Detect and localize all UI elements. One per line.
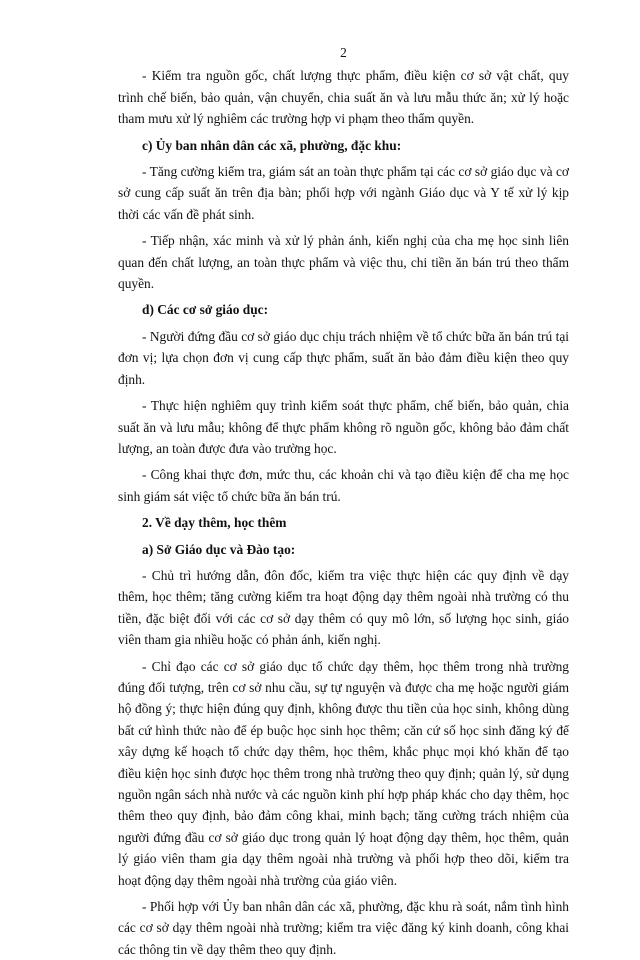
paragraph: - Công khai thực đơn, mức thu, các khoản chi và tạo điều kiện để cha mẹ học sinh giám sát việc tổ chức bữa ăn bán trú. [118,467,569,504]
section-heading: c) Ủy ban nhân dân các xã, phường, đặc khu: [142,137,402,153]
paragraph: - Thực hiện nghiêm quy trình kiểm soát thực phẩm, chế biến, bảo quản, chia suất ăn và lưu mẫu; không để thực phẩm không rõ nguồn gốc, không bảo đảm chất lượng, an toàn được đưa vào trường học. [118,398,569,456]
section-heading: 2. Về dạy thêm, học thêm [142,515,287,531]
page-number: 2 [340,45,347,60]
paragraph: - Tiếp nhận, xác minh và xử lý phản ánh, kiến nghị của cha mẹ học sinh liên quan đến chất lượng, an toàn thực phẩm và việc thu, chi tiền ăn bán trú theo thẩm quyền. [118,233,569,292]
section-heading: d) Các cơ sở giáo dục: [142,302,269,318]
paragraph: - Tăng cường kiểm tra, giám sát an toàn thực phẩm tại các cơ sở giáo dục và cơ sở cung cấp suất ăn trên địa bàn; phối hợp với ngành Giáo dục và Y tế xử lý kịp thời các vấn đề phát sinh. [118,164,569,222]
paragraph: - Chủ trì hướng dẫn, đôn đốc, kiểm tra việc thực hiện các quy định về dạy thêm, học thêm; tăng cường kiểm tra hoạt động dạy thêm ngoài nhà trường có thu tiền, đặc biệt đối với các cơ sở dạy thêm có quy mô lớn, số lượng học sinh, giáo viên tham gia nhiều hoặc có phản ánh, kiến nghị. [118,567,569,648]
document-body [118,65,569,960]
paragraph: - Người đứng đầu cơ sở giáo dục chịu trách nhiệm về tổ chức bữa ăn bán trú tại đơn vị; lựa chọn đơn vị cung cấp thực phẩm, suất ăn bảo đảm điều kiện theo quy định. [118,328,569,387]
paragraph: - Kiểm tra nguồn gốc, chất lượng thực phẩm, điều kiện cơ sở vật chất, quy trình chế biến, bảo quản, vận chuyển, chia suất ăn và lưu mẫu thức ăn; xử lý hoặc tham mưu xử lý nghiêm các trường hợp vi phạm theo thẩm quyền. [118,68,569,127]
paragraph: - Chỉ đạo các cơ sở giáo dục tổ chức dạy thêm, học thêm trong nhà trường đúng đối tượng, trên cơ sở nhu cầu, sự tự nguyện và được cha mẹ hoặc người giám hộ đồng ý; thực hiện đúng quy định, không được thu tiền của học sinh, không dùng bất cứ hình thức nào để ép buộc học sinh học thêm; căn cứ số học sinh đăng ký để xây dựng kế hoạch tổ chức dạy thêm, học thêm, khắc phục mọi khó khăn để tạo điều kiện học sinh được học thêm trong nhà trường theo quy định; quản lý, sử dụng nguồn ngân sách nhà nước và các nguồn kinh phí hợp pháp khác cho dạy thêm, học thêm theo quy định, bảo đảm công khai, minh bạch; tăng cường trách nhiệm của người đứng đầu cơ sở giáo dục trong quản lý hoạt động dạy thêm, học thêm, quản lý giáo viên tham gia dạy thêm ngoài nhà trường và phối hợp theo dõi, kiểm tra hoạt động dạy thêm ngoài nhà trường của giáo viên. [118,658,569,888]
paragraph: - Phối hợp với Ủy ban nhân dân các xã, phường, đặc khu rà soát, nắm tình hình các cơ sở dạy thêm ngoài nhà trường; kiểm tra việc đăng ký kinh doanh, công khai các thông tin về dạy thêm theo quy định. [118,899,569,957]
section-heading: a) Sở Giáo dục và Đào tạo: [142,541,296,557]
